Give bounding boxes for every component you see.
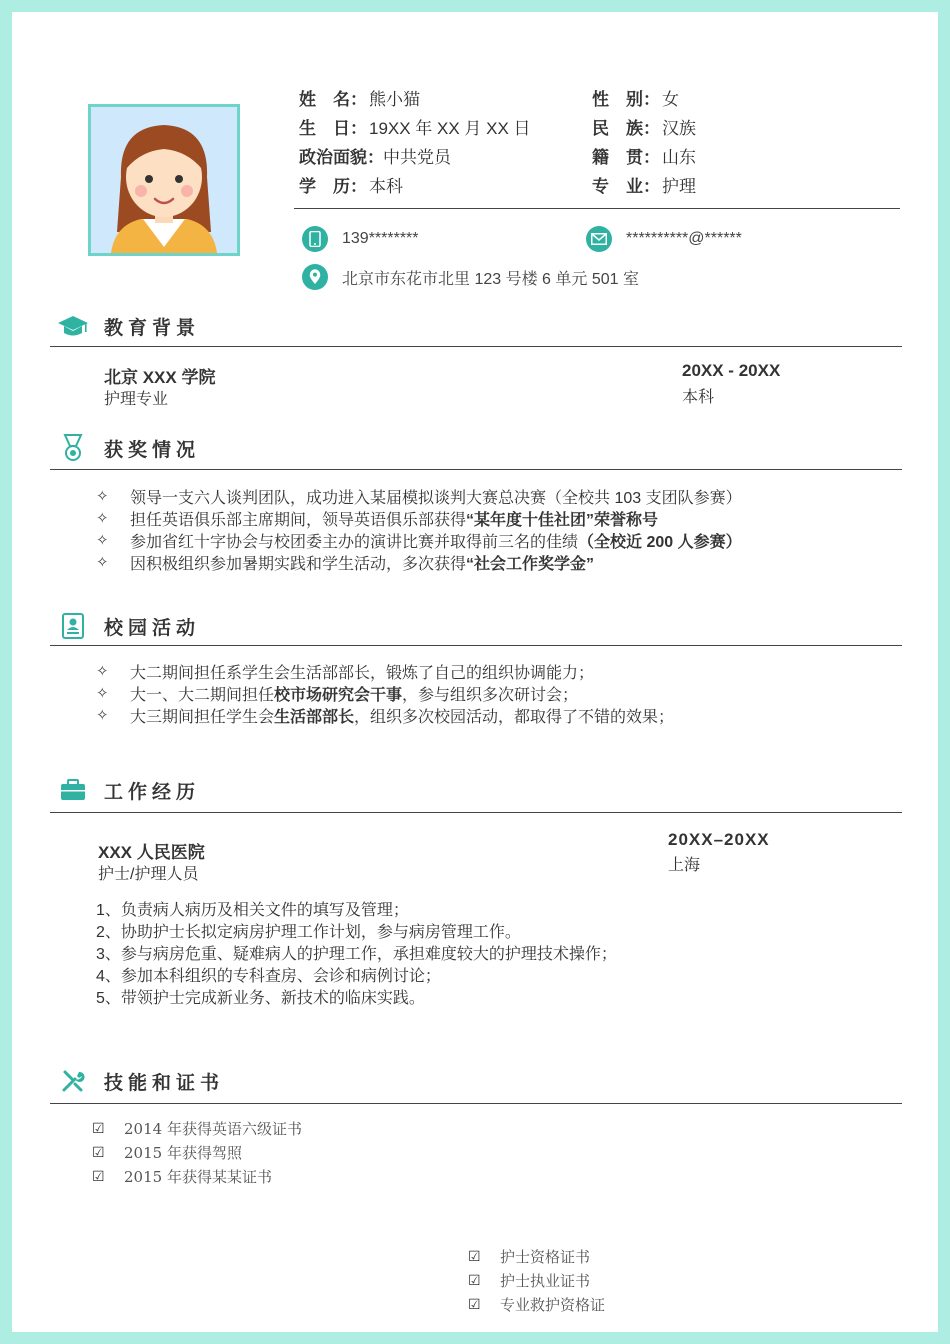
profile-value: 中共党员 [383,148,451,167]
profile-label: 政治面貌： [299,148,384,167]
profile-gender-row [592,85,679,110]
list-item: ☑ 专业救护资格证 [468,1295,606,1314]
home-address: 北京市东花市北里 123 号楼 6 单元 501 室 [342,270,639,288]
awards-list [96,485,742,573]
campus-list [96,660,674,726]
awards-divider [50,469,902,470]
work-section-header [56,774,902,806]
medal-icon [56,434,90,462]
checkbox-icon: ☑ [92,1119,105,1136]
awards-section-header [56,432,902,464]
profile-politics-row [299,143,451,168]
skills-right-list [468,1244,605,1316]
diamond-bullet-icon: ✧ [96,488,109,505]
list-item: 3、参与病房危重、疑难病人的护理工作，承担难度较大的护理技术操作； [96,945,617,963]
education-degree: 本科 [682,389,715,406]
phone-number: 139******** [342,230,419,247]
work-period: 20XX–20XX [668,830,770,849]
profile-label: 专 业： [592,177,660,196]
profile-value: 护理 [662,177,696,196]
profile-hometown-row [592,143,696,168]
profile-degree-row [299,172,403,197]
work-place: 上海 [668,857,701,874]
profile-label: 民 族： [592,119,660,138]
awards-title: 获奖情况 [104,439,201,461]
education-divider [50,346,902,347]
work-divider [50,812,902,813]
list-item: ✧ 担任英语俱乐部主席期间，领导英语俱乐部获得 “某年度十佳社团”荣誉称号 [96,510,659,529]
list-item: ✧ 大二期间担任系学生会生活部部长，锻炼了自己的组织协调能力； [96,663,595,682]
list-item: 2、协助护士长拟定病房护理工作计划，参与病房管理工作。 [96,923,521,941]
resume-page [12,12,938,1332]
email-address: **********@****** [626,230,742,247]
skills-divider [50,1103,902,1104]
diamond-bullet-icon: ✧ [96,663,109,680]
work-title: 工作经历 [104,781,201,803]
work-organization: XXX 人民医院 [98,843,205,862]
tools-icon [56,1067,90,1095]
list-item: 5、带领护士完成新业务、新技术的临床实践。 [96,989,425,1007]
campus-divider [50,645,902,646]
profile-value: 19XX 年 XX 月 XX 日 [369,119,531,138]
list-item: ☑ 护士资格证书 [468,1247,591,1266]
work-role: 护士/护理人员 [98,866,199,883]
campus-title: 校园活动 [104,617,201,639]
list-item: ☑ 护士执业证书 [468,1271,591,1290]
avatar [88,104,240,256]
location-pin-icon [302,264,328,290]
profile-value: 汉族 [662,119,696,138]
skills-left-list [92,1116,302,1188]
profile-label: 籍 贯： [592,148,660,167]
profile-value: 山东 [662,148,696,167]
list-item: ☑ 2015 年获得某某证书 [92,1167,272,1186]
checkbox-icon: ☑ [468,1271,481,1288]
profile-major-row [592,172,696,197]
profile-birthday-row [299,114,531,139]
profile-value: 熊小猫 [369,90,420,109]
briefcase-icon [56,776,90,804]
profile-label: 姓 名： [299,90,367,109]
profile-divider [294,208,900,209]
checkbox-icon: ☑ [92,1167,105,1184]
diamond-bullet-icon: ✧ [96,707,109,724]
list-item: ✧ 因积极组织参加暑期实践和学生活动，多次获得 “社会工作奖学金” [96,554,595,573]
profile-label: 生 日： [299,119,367,138]
id-card-icon [56,612,90,640]
profile-name-row [299,85,420,110]
list-item: 4、参加本科组织的专科查房、会诊和病例讨论； [96,967,441,985]
profile-ethnicity-row [592,114,696,139]
diamond-bullet-icon: ✧ [96,510,109,527]
phone-contact [302,226,419,252]
diamond-bullet-icon: ✧ [96,532,109,549]
profile-value: 本科 [369,177,403,196]
address-contact [302,264,639,290]
list-item: 1、负责病人病历及相关文件的填写及管理； [96,901,409,919]
list-item: ✧ 参加省红十字协会与校团委主办的演讲比赛并取得前三名的佳绩 （全校近 200 人参赛） [96,532,742,551]
work-duties-list [96,897,617,1007]
checkbox-icon: ☑ [92,1143,105,1160]
profile-label: 性 别： [592,90,660,109]
list-item: ☑ 2014 年获得英语六级证书 [92,1119,302,1138]
email-contact [586,226,742,252]
list-item: ✧ 领导一支六人谈判团队，成功进入某届模拟谈判大赛总决赛（全校共 103 支团队参赛） [96,488,742,507]
education-title: 教育背景 [104,317,201,339]
phone-icon [302,226,328,252]
profile-value: 女 [662,90,679,109]
skills-section-header [56,1065,902,1097]
checkbox-icon: ☑ [468,1247,481,1264]
education-section-header [56,310,902,342]
list-item: ✧ 大一、大二期间担任 校市场研究会干事 ，参与组织多次研讨会； [96,685,579,704]
diamond-bullet-icon: ✧ [96,685,109,702]
list-item: ✧ 大三期间担任学生会 生活部部长 ，组织多次校园活动，都取得了不错的效果； [96,707,675,726]
graduation-cap-icon [56,312,90,340]
skills-title: 技能和证书 [104,1072,225,1094]
checkbox-icon: ☑ [468,1295,481,1312]
school-major: 护理专业 [104,391,169,408]
list-item: ☑ 2015 年获得驾照 [92,1143,242,1162]
profile-label: 学 历： [299,177,367,196]
education-period: 20XX - 20XX [682,361,781,380]
school-name: 北京 XXX 学院 [104,368,216,387]
diamond-bullet-icon: ✧ [96,554,109,571]
campus-section-header [56,610,902,642]
email-icon [586,226,612,252]
